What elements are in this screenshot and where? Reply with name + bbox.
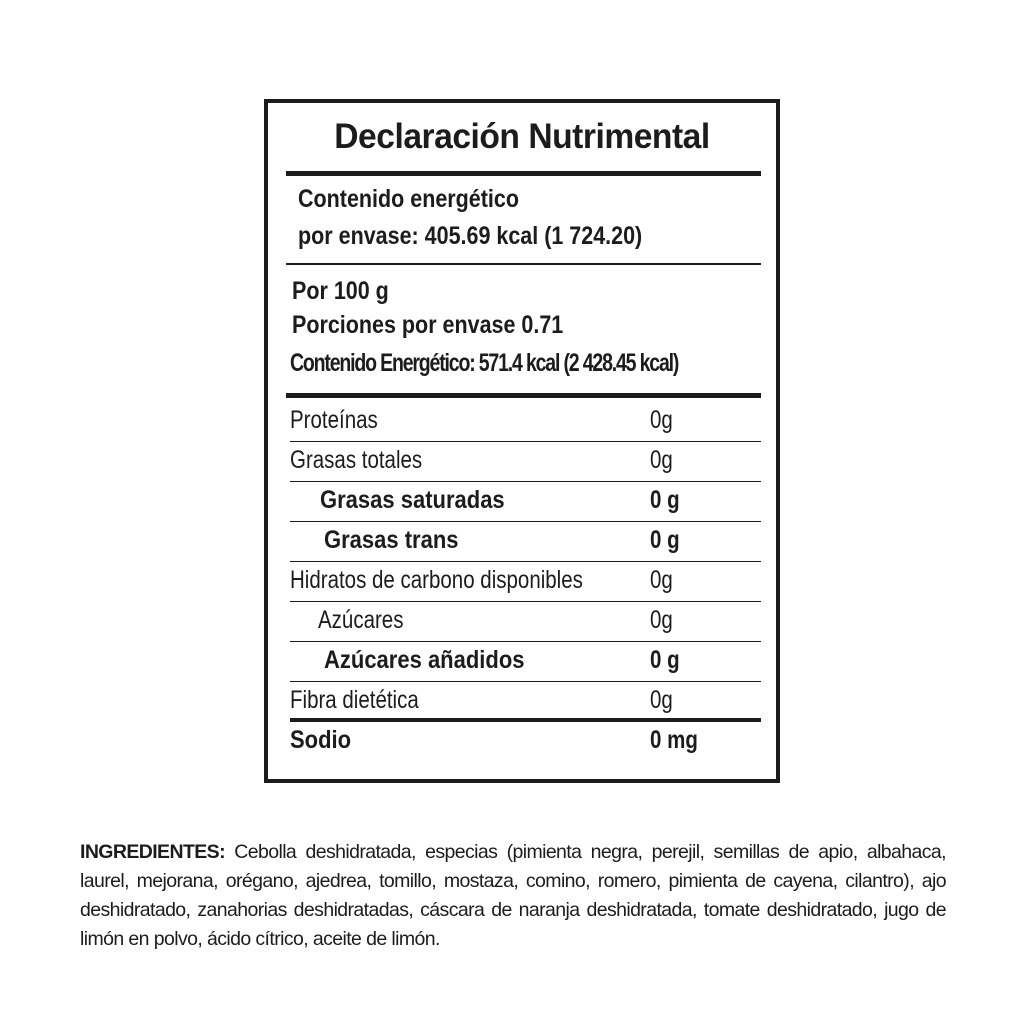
label-title: Declaración Nutrimental: [334, 117, 710, 156]
nutrient-row: [290, 682, 761, 722]
nutrient-name: Grasas totales: [290, 446, 423, 474]
nutrient-value: 0 g: [650, 526, 680, 554]
nutrient-value: 0g: [650, 566, 673, 594]
nutrient-value: 0 g: [650, 646, 680, 674]
energy-header-line1: Contenido energético: [298, 185, 519, 213]
nutrient-row: [290, 642, 761, 682]
nutrient-name: Grasas trans: [324, 526, 459, 554]
nutrient-value: 0g: [650, 606, 673, 634]
ingredients-paragraph: [80, 838, 946, 954]
nutrient-row: [290, 482, 761, 522]
nutrient-name: Azúcares: [318, 606, 404, 634]
nutrient-name: Grasas saturadas: [320, 486, 505, 514]
per-100g: Por 100 g: [292, 277, 389, 305]
nutrient-value: 0 g: [650, 486, 680, 514]
nutrient-row: [290, 402, 761, 442]
nutrition-label-panel: [264, 99, 780, 783]
nutrient-value: 0 mg: [650, 726, 698, 754]
nutrient-name: Hidratos de carbono disponibles: [290, 566, 583, 594]
portions-per-container: Porciones por envase 0.71: [292, 311, 564, 339]
nutrient-row: [290, 602, 761, 642]
nutrient-name: Fibra dietética: [290, 686, 419, 714]
nutrient-row: [290, 722, 761, 762]
nutrient-name: Sodio: [290, 726, 352, 754]
title-rule: [286, 171, 761, 176]
nutrient-row: [290, 562, 761, 602]
energy-header-line2: por envase: 405.69 kcal (1 724.20): [298, 222, 643, 250]
energy-rule: [286, 263, 761, 265]
nutrient-value: 0g: [650, 686, 673, 714]
section-rule: [286, 393, 761, 398]
nutrient-name: Proteínas: [290, 406, 378, 434]
energy-per-100g: Contenido Energético: 571.4 kcal (2 428.45 kcal): [290, 349, 679, 377]
nutrient-value: 0g: [650, 446, 673, 474]
nutrient-name: Azúcares añadidos: [324, 646, 525, 674]
ingredients-text: Cebolla deshidratada, especias (pimienta negra, perejil, semillas de apio, albahaca, laurel, mejorana, orégano, ajedrea, tomillo, mostaza, comino, romero, pimienta de cayena, cilantro), ajo deshidratado, zanahorias deshidratadas, cáscara de naranja deshidratada, tomate deshidratado, jugo de limón en polvo, ácido cítrico, aceite de limón.: [80, 841, 946, 950]
nutrient-row: [290, 442, 761, 482]
ingredients-heading: INGREDIENTES:: [80, 841, 225, 863]
nutrient-row: [290, 522, 761, 562]
nutrient-value: 0g: [650, 406, 673, 434]
